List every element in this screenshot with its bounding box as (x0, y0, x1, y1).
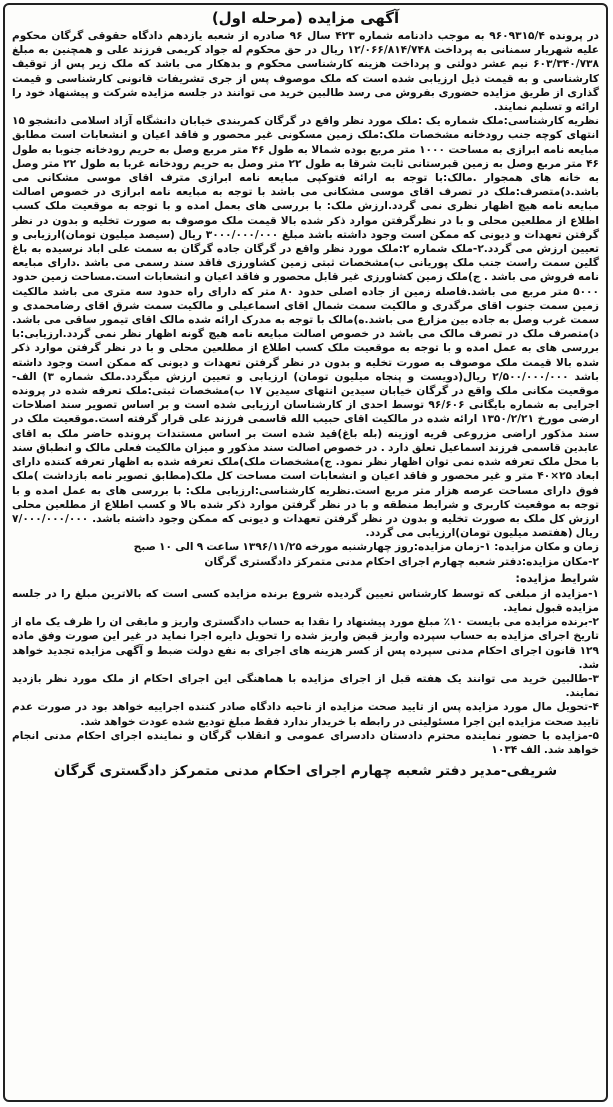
notice-title: آگهی مزایده (مرحله اول) (211, 9, 400, 27)
condition-item: ۲-برنده مزایده می بایست ۱۰٪ مبلغ مورد پیشنهاد را نقدا به حساب دادگستری واریز و مابقی ان را ظرف یک ماه از تاریخ اجرای مزایده به حساب سپرده واریز قبض واریز شده را تحویل دایره اجرا نماید در غیر این صورت وفق ماده ۱۲۹ قانون اجرای احکام مدنی سپرده پس از کسر هزینه های اجرای به نفع دولت ضبط و آگهی مزایده تجدید خواهد شد. (12, 616, 599, 671)
condition-item: ۱-مزایده از مبلغی که توسط کارشناس تعیین گردیده شروع برنده مزایده کسی است که بالاترین مبلغ را در جلسه مزایده قبول نماید. (12, 587, 599, 614)
auction-place: ۲-مکان مزایده:دفتر شعبه چهارم اجرای احکام مدنی متمرکز دادگستری گرگان (204, 555, 599, 568)
condition-item: ۴-تحویل مال مورد مزایده پس از تایید صحت مزایده از ناحیه دادگاه صادر کننده اجراییه خواهد بود در صورت عدم تایید صحت مزایده این اجرا مسئولیتی در رابطه با خریدار ندارد فقط مبلغ تودیع شده عودت خواهد شد. (12, 701, 599, 728)
notice-intro: در پرونده ۹۶۰۹۳۱۵/۴ به موجب دادنامه شماره ۴۲۳ سال ۹۶ صادره از شعبه یازدهم دادگاه حقوقی گرگان محکوم علیه شهریار سمنانی به پرداخت ۱۲/۰۶۶/۸۱۴/۷۴۸ ریال در حق محکوم له جواد کریمی فرزند علی و همچنین به مبلغ ۶۰۳/۳۴۰/۷۳۸ نیم عشر دولتی و پرداخت هزینه کارشناسی محکوم و بدهکار می باشد که ملک زیر پس از توقیف کارشناسی و به قیمت ذیل ارزیابی شده است که ملک موصوف پس از جری تشریفات قانونی کارشناسی و قیمت گذاری از طریق مزایده حضوری بفروش می رسد طالبین خرید می توانند در جلسه مزایده شرکت و پیشنهاد خود را ارائه و تسلیم نمایند. (12, 30, 600, 114)
condition-item: ۵-مزایده با حضور نماینده محترم دادستان دادسرای عمومی و انقلاب گرگان و نماینده اجرای احکام مدنی انجام خواهد شد. الف ۱۰۳۴ (12, 729, 599, 756)
signature: شریفی-مدیر دفتر شعبه چهارم اجرای احکام مدنی متمرکز دادگستری گرگان (53, 763, 558, 780)
expert-opinion: نظریه کارشناسی:ملک شماره یک :ملک مورد نظر واقع در گرگان کمربندی خیابان دانشگاه آزاد اسلامی دانشجو ۱۵ انتهای کوچه جنب رودخانه مشخصات ملک:ملک زمین مسکونی غیر محصور و فاقد اعیان و انشعابات است مطابق مبایعه نامه ابرازی به مساحت ۱۰۰۰ متر مربع بوده شمالا به طول ۴۶ متر مربع وصل به حریم رودخانه جنوبا به طول ۴۶ متر مربع وصل به زمین قبرستانی ثابت شرقا به طول ۲۲ متر وصل به حریم رودخانه غربا به طول ۲۲ متر وصل به خانه های همجوار .مالک:با توجه به ارائه فتوکپی مبایعه نامه ابرازی مترف اقای موسی مشکانی می باشد.د)متصرف:ملک در تصرف اقای موسی مشکانی می باشد با توجه به مبایعه نامه ابرازی در خصوص اصالت مبایعه نامه هیچ اظهار نظری نمی گردد.ارزش ملک: با بررسی های بعمل امده و با توجه به موقعیت ملک کسب اطلاع از مطلعین محلی و با در نظرگرفتن موارد ذکر شده بالا قیمت ملک موصوف به صورت تخلیه و بدون در نظر گرفتن تعهدات و دیونی که ممکن است وجود داشته باشد مبلغ ۳۰۰۰/۰۰۰/۰۰۰ ریال (سیصد میلیون تومان)ارزیابی و تعیین ارزش می گردد.۲-ملک شماره ۲:ملک مورد نظر واقع در گرگان جاده گرگان به سمت علی اباد نرسیده به باغ گلین سمت راست جنب ملک پوریانی ب)مشخصات ثبتی زمین کشاورزی فاقد سند رسمی می باشد .دارای مبایعه نامه فروش می باشد . ج)ملک زمین کشاورزی غیر قابل محصور و فاقد اعیان و انشعابات است.مساحت زمین حدود ۵۰۰۰ متر مربع می باشد.فاصله زمین از جاده اصلی حدود ۸۰ متر که دارای راه حدود سه متری می باشد مالکیت زمین سمت جنوب اقای مرگدری و مالکیت سمت شمال اقای اسماعیلی و مالکیت سمت شرق اقای رضامحمدی و سمت غرب وصل به جاده بین مزارع می باشد.ه)مالک با توجه به مدرک ارائه شده مالک اقای تیمور ساقی می باشد. د)متصرف ملک در تصرف مالک می باشد در خصوص اصالت مبایعه نامه هیچ گونه اظهار نظر نمی گردد.ارزیابی:با بررسی های به عمل امده و با توجه به موقعیت ملک کسب اطلاع از مطلعین محلی و با در نظر گرفتن موارد ذکر شده بالا قیمت ملک موصوف به صورت تخلیه و بدون در نظر گرفتن تعهدات و دیونی که ممکن است وجود داشته باشد ۲/۵۰۰/۰۰۰/۰۰۰ ریال(دویست و پنجاه میلیون تومان) ارزیابی و تعیین ارزش میگردد.ملک شماره ۳) الف-موقعیت مکانی ملک واقع در گرگان خیابان سیدین انتهای سیدین ۱۷ ب)مشخصات ثبتی:ملک تعرفه شده در پرونده اجرایی به شماره بایگانی ۹۶/۶۰۶ توسط احدی از کارشناسان ارزیابی شده است و بر اساس تصویر سند اصلاحات ارضی مورخ ۱۳۵۰/۲/۲۱ ارائه شده در مالکیت اقای حبیب الله قاسمی فرزند علی قرار گرفته است.موقعیت ملک در سند مذکور اراضی مزروعی قریه اوزینه (بله باغ)قید شده است بر اساس مستندات پرونده حاضر ملک به اقای عابدین قاسمی فرزند اسماعیل تعلق دارد . در خصوص اصالت سند مذکور و میزان مالکیت فعلی مالک و انطباق سند با محل ملک تعرفه شده نمی توان اظهار نظر نمود. ج)مشخصات ملک)ملک تعرفه شده به اظهار تعرفه کننده دارای ابعاد ۲۵×۴۰ متر و غیر محصور و فاقد اعیان و انشعابات است مساحت کل ملک(مطابق تصویر نامه بازداشت )ملک فوق دارای مساحت عرصه هزار متر مربع است.نظریه کارشناسی:ارزیابی ملک: با بررسی های به عمل امده و با توجه به موقعیت کاربری و شرایط منطقه و با در نظر گرفتن موارد ذکر شده بالا و کسب اطلاع از مطلعین محلی ارزش کل ملک به صورت تخلیه و بدون در نظر گرفتن تعهدات و دیونی که ممکن وجود داشته باشد. ۷/۰۰۰/۰۰۰/۰۰۰ ریال (هفتصد میلیون تومان)ارزیابی می گردد. (12, 115, 600, 540)
conditions-heading: شرایط مزایده: (515, 570, 599, 585)
condition-item: ۳-طالبین خرید می توانند یک هفته قبل از اجرای مزایده با هماهنگی این اجرای احکام از ملک مورد نظر بازدید نمایند. (12, 672, 599, 700)
auction-notice (3, 3, 608, 1102)
auction-time: زمان و مکان مزایده: ۱-زمان مزایده:روز چهارشنبه مورخه ۱۳۹۶/۱۱/۲۵ ساعت ۹ الی ۱۰ صبح (133, 541, 599, 554)
